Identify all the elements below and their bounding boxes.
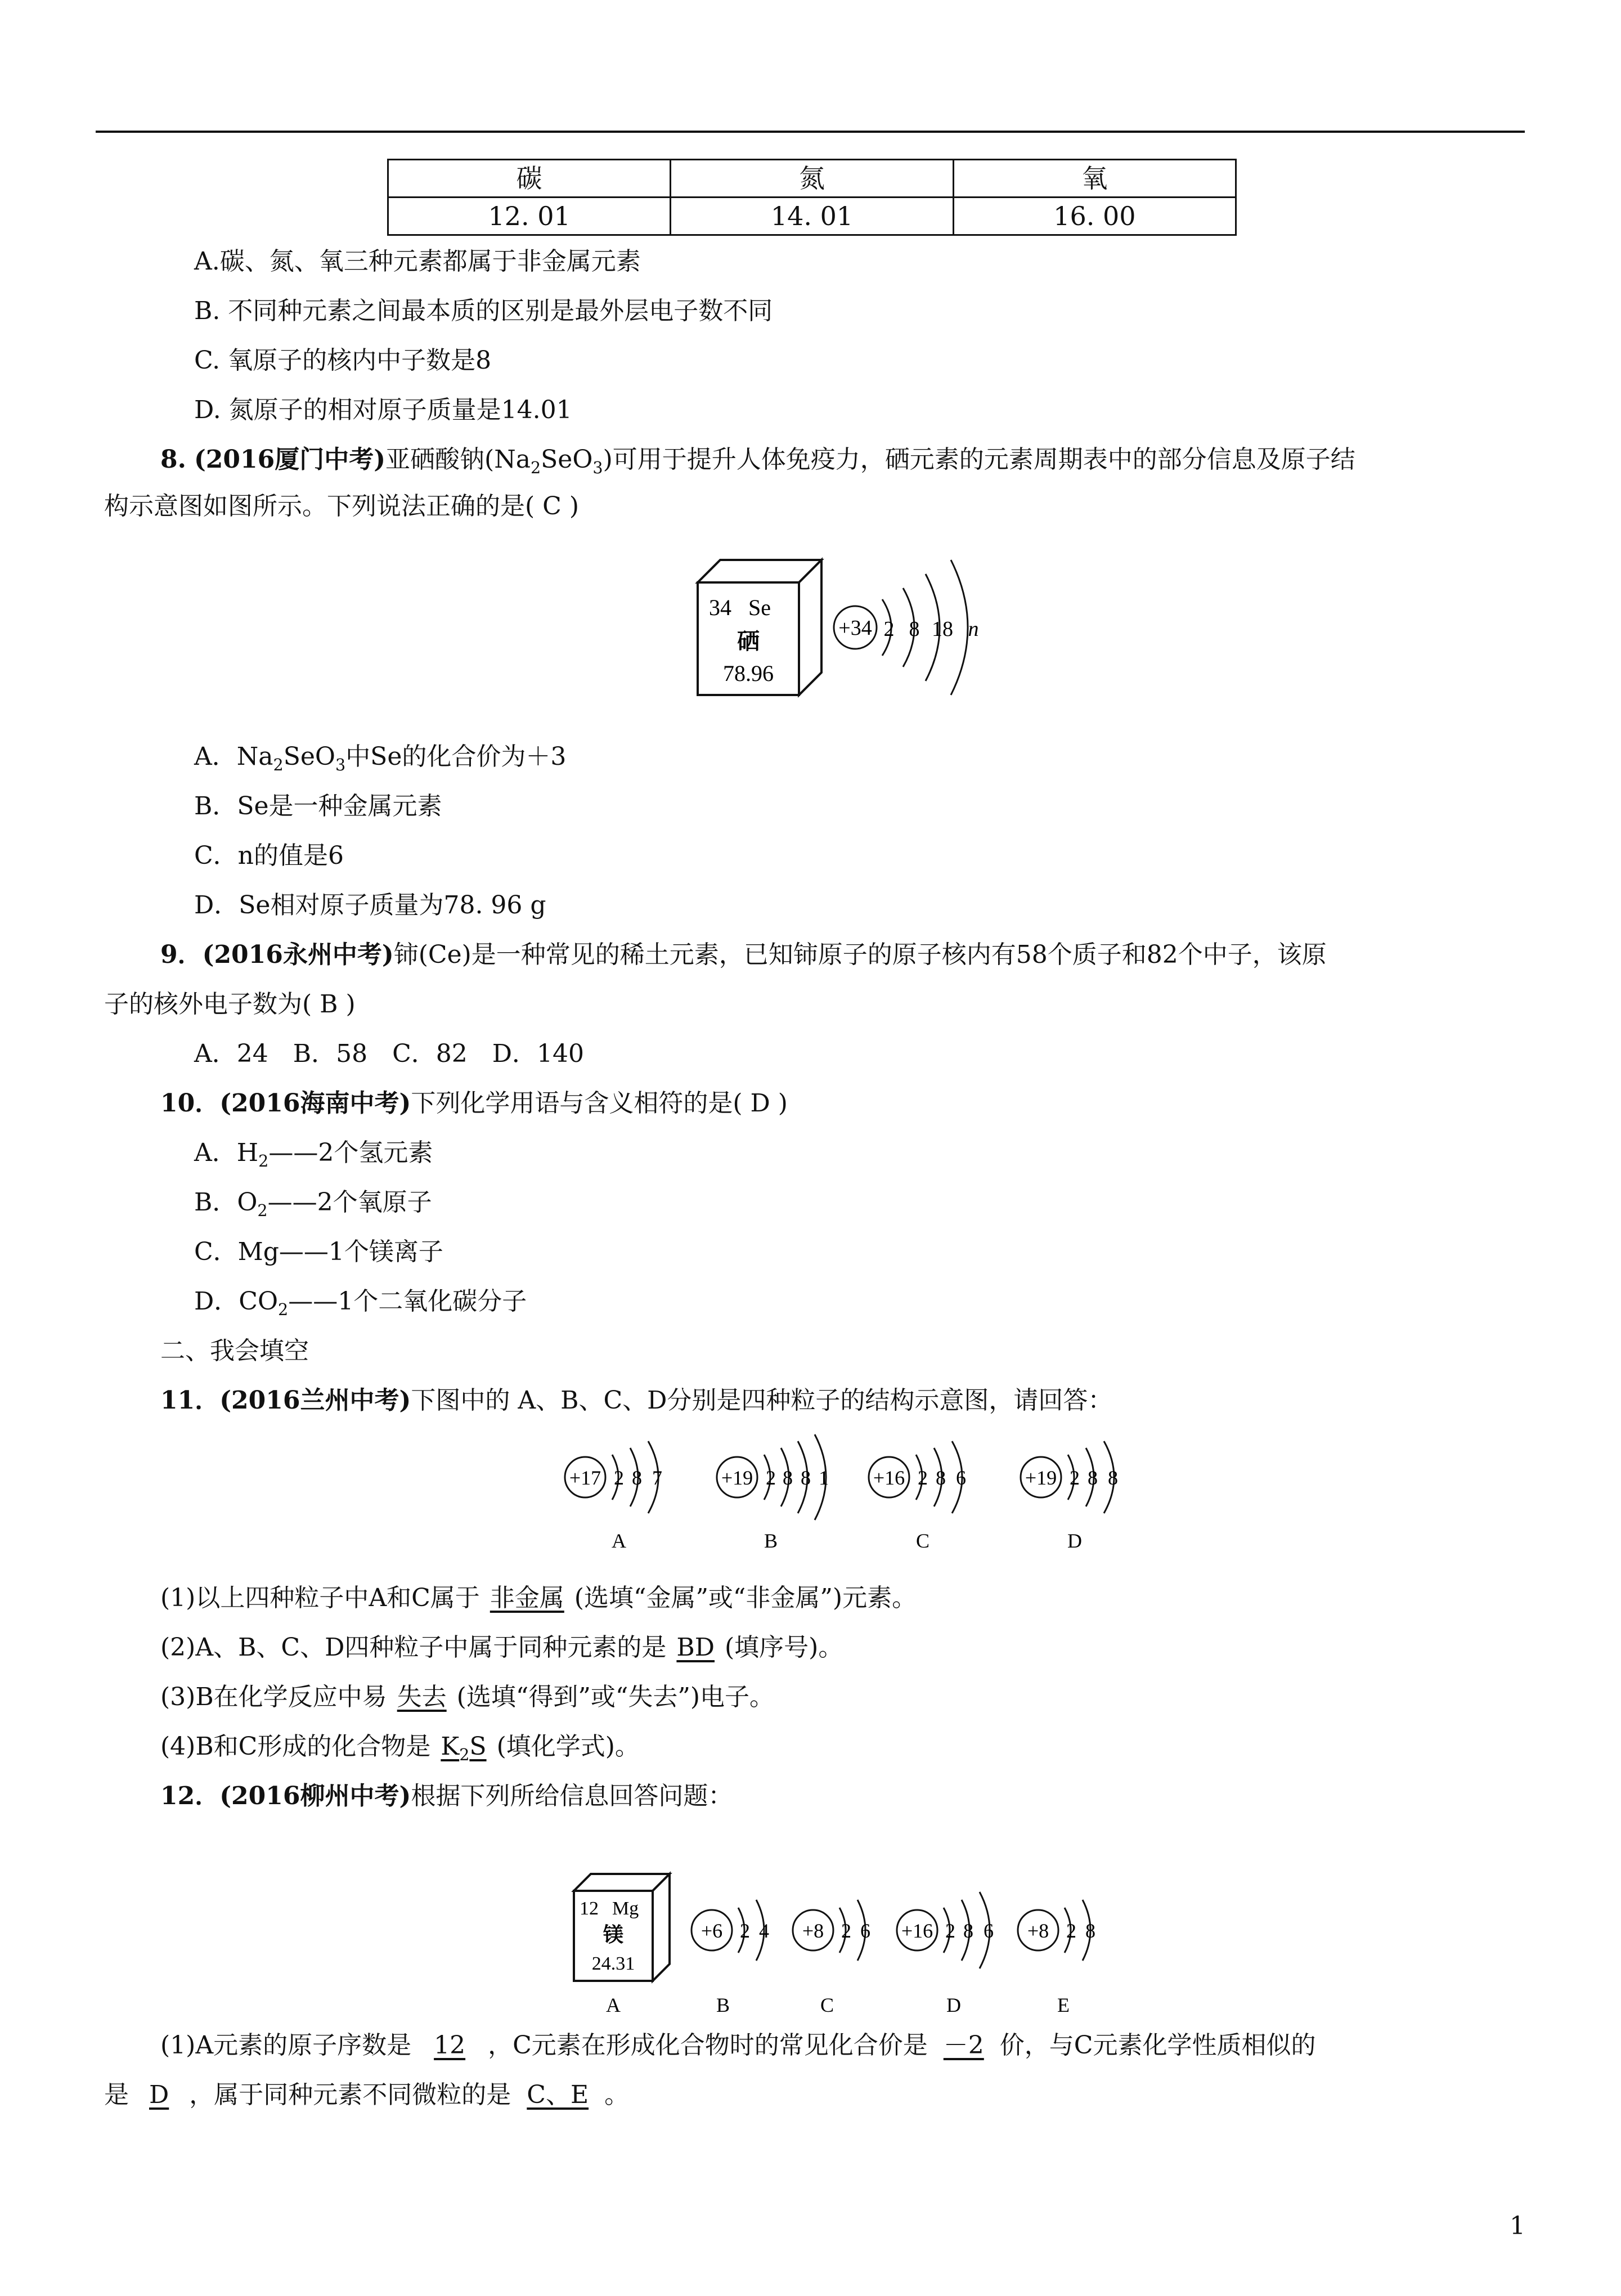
- question-source: (2016厦门中考): [194, 445, 386, 474]
- cell-symbol: Se: [748, 595, 771, 620]
- particle-diagram-c: [793, 1900, 870, 2016]
- nucleus-charge: +16: [873, 1467, 905, 1489]
- shell-electrons: 6: [956, 1467, 966, 1489]
- shell-electrons: 2: [918, 1467, 928, 1489]
- shell-electrons: 8: [1085, 1920, 1095, 1942]
- shell-electrons: 8: [783, 1467, 793, 1489]
- stem-text: ): [569, 492, 580, 521]
- subq-text: (3)B在化学反应中易: [160, 1683, 387, 1711]
- option-text: A．H: [194, 1138, 259, 1167]
- option-text: D．CO: [194, 1287, 279, 1316]
- option-text: ——2个氢元素: [268, 1138, 433, 1167]
- shell-electrons: 2: [945, 1920, 955, 1942]
- nucleus-charge: +17: [569, 1467, 601, 1489]
- cell-name: 镁: [603, 1923, 624, 1946]
- cell-number: 34: [709, 595, 731, 620]
- subq-text: (选填“金属”或“非金属”)元素。: [574, 1584, 917, 1612]
- shell-electrons: 1: [819, 1467, 829, 1489]
- subq-text: (1)以上四种粒子中A和C属于: [160, 1584, 480, 1612]
- particle-diagram-a: [565, 1441, 662, 1552]
- subq-text: (4)B和C形成的化合物是: [160, 1732, 431, 1761]
- q9-stem: [160, 938, 1327, 972]
- shell-electrons: 8: [909, 617, 920, 641]
- stem-text: 构示意图如图所示。下列说法正确的是(: [104, 492, 535, 521]
- particle-diagram-e: [1018, 1900, 1095, 2016]
- stem-text: 亚硒酸钠(Na: [385, 445, 531, 474]
- subq-text: ，属于同种元素不同微粒的是: [189, 2080, 511, 2109]
- table-row: [388, 160, 1236, 198]
- nucleus-charge: +8: [1027, 1920, 1049, 1942]
- q7-option-a: A.碳、氮、氧三种元素都属于非金属元素: [194, 247, 641, 276]
- table-row: [388, 198, 1236, 235]
- answer: D: [750, 1089, 770, 1118]
- section-heading: 二、我会填空: [160, 1337, 309, 1365]
- shell-electrons: 6: [860, 1920, 870, 1942]
- answer-blank: 12: [434, 2031, 466, 2060]
- particle-label: D: [1067, 1530, 1082, 1552]
- q10-option-b: B．$O_2——2$个氧原子: [194, 1188, 432, 1220]
- question-source: (2016柳州中考): [219, 1782, 411, 1810]
- q8-option-c: C．n的值是6: [194, 841, 344, 870]
- shell-electrons: 2: [766, 1467, 776, 1489]
- page-number: 1: [1510, 2212, 1525, 2240]
- selenium-figure: [686, 549, 1024, 729]
- nucleus-charge: +34: [838, 616, 872, 640]
- cell-symbol: Mg: [612, 1898, 639, 1919]
- particle-label: C: [915, 1530, 930, 1552]
- q9-options: A．24 B．58 C．82 D．140: [194, 1039, 584, 1068]
- q10-option-c: C．Mg——1个镁离子: [194, 1237, 443, 1266]
- answer-text: K: [441, 1732, 460, 1761]
- question-number: 12．: [160, 1782, 220, 1810]
- q7-option-d: D. 氮原子的相对原子质量是14.01: [194, 396, 572, 424]
- shell-electrons: 2: [614, 1467, 624, 1489]
- particle-label: A: [612, 1530, 626, 1552]
- shell-electrons: 2: [841, 1920, 851, 1942]
- shell-electrons: 8: [1088, 1467, 1098, 1489]
- question-source: (2016兰州中考): [219, 1386, 411, 1415]
- stem-text: 铈(Ce)是一种常见的稀土元素，已知铈原子的原子核内有58个质子和82个中子，该原: [393, 940, 1327, 969]
- q11-sub1: [160, 1581, 917, 1615]
- q11-sub4: [160, 1730, 640, 1772]
- shell-electrons: n: [968, 617, 979, 641]
- question-number: 10．: [160, 1089, 220, 1118]
- particle-diagram-d: [897, 1892, 994, 2016]
- q8-option-b: B．Se是一种金属元素: [194, 792, 442, 820]
- shell-electrons: 4: [759, 1920, 769, 1942]
- particle-label: B: [716, 1994, 730, 2016]
- particle-diagram-c: [869, 1441, 966, 1552]
- option-text: ——1个二氧化碳分子: [288, 1287, 527, 1316]
- particle-diagram-d: [1021, 1441, 1118, 1552]
- shell-electrons: 2: [1070, 1467, 1080, 1489]
- q8-option-a: A．$Na_2SeO_3$中Se的化合价为＋3: [194, 742, 567, 774]
- cell-name: 硒: [737, 629, 760, 654]
- question-source: (2016海南中考): [219, 1089, 411, 1118]
- stem-text: 子的核外电子数为(: [104, 990, 312, 1019]
- question-number: 8.: [160, 445, 186, 474]
- answer-blank: －2: [943, 2031, 984, 2060]
- option-text: A．Na: [194, 742, 273, 771]
- answer-text: S: [469, 1732, 487, 1761]
- shell-electrons: 8: [1108, 1467, 1118, 1489]
- particle-label: D: [946, 1994, 961, 2016]
- nucleus-charge: +6: [701, 1920, 723, 1942]
- stem-text: )可用于提升人体免疫力，硒元素的元素周期表中的部分信息及原子结: [603, 445, 1355, 474]
- table-cell: 氮: [671, 160, 953, 198]
- shell-electrons: 6: [984, 1920, 994, 1942]
- option-text: SeO: [283, 742, 335, 771]
- cell-number: 12: [580, 1898, 599, 1919]
- particle-label: A: [606, 1994, 621, 2016]
- nucleus-charge: +19: [721, 1467, 753, 1489]
- subq-text: (填化学式)。: [496, 1732, 640, 1761]
- answer: C: [542, 492, 562, 521]
- q8-option-d: D．Se相对原子质量为78. 96 g: [194, 891, 546, 920]
- answer-blank: $K_2S$: [441, 1732, 487, 1764]
- table-cell: 16. 00: [953, 198, 1236, 235]
- q11-particle-diagrams: [557, 1432, 1148, 1567]
- subq-text: 价，与C元素化学性质相似的: [999, 2031, 1316, 2060]
- nucleus-charge: +8: [802, 1920, 824, 1942]
- atom-diagram: [834, 560, 979, 695]
- answer-blank: 失去: [397, 1683, 447, 1711]
- shell-electrons: 7: [652, 1467, 662, 1489]
- question-number: 11．: [160, 1386, 220, 1415]
- shell-electrons: 8: [963, 1920, 973, 1942]
- option-text: B．O: [194, 1188, 258, 1217]
- particle-diagram-b: [717, 1434, 829, 1552]
- shell-electrons: 18: [932, 617, 953, 641]
- stem-text: 根据下列所给信息回答问题：: [411, 1782, 733, 1810]
- q11-sub2: [160, 1631, 843, 1665]
- table-cell: 14. 01: [671, 198, 953, 235]
- particle-label: B: [764, 1530, 778, 1552]
- q9-stem-line2: [104, 988, 356, 1021]
- cell-mass: 24.31: [591, 1953, 635, 1974]
- subq-text: (选填“得到”或“失去”)电子。: [456, 1683, 774, 1711]
- table-cell: 氧: [953, 160, 1236, 198]
- shell-electrons: 2: [883, 617, 895, 641]
- answer-blank: BD: [676, 1633, 715, 1662]
- answer: B: [320, 990, 338, 1019]
- answer-blank: D: [149, 2080, 169, 2109]
- question-source: (2016永州中考): [202, 940, 394, 969]
- subq-text: 是: [104, 2080, 129, 2109]
- subq-text: (1)A元素的原子序数是: [160, 2031, 412, 2060]
- nucleus-charge: +16: [901, 1920, 933, 1942]
- particle-diagram-b: [691, 1900, 769, 2016]
- stem-text: ): [778, 1089, 788, 1118]
- answer-blank: 非金属: [490, 1584, 564, 1612]
- electron-shell-arc: [951, 560, 968, 695]
- stem-text: 下图中的 A、B、C、D分别是四种粒子的结构示意图，请回答：: [411, 1386, 1113, 1415]
- shell-electrons: 2: [740, 1920, 750, 1942]
- q10-option-a: A．$H_2——2$个氢元素: [194, 1138, 433, 1171]
- header-rule: [96, 131, 1525, 133]
- subq-text: (2)A、B、C、D四种粒子中属于同种元素的是: [160, 1633, 667, 1662]
- question-number: 9．: [160, 940, 203, 969]
- table-cell: 碳: [388, 160, 671, 198]
- q8-stem: 8. (2016厦门中考)亚硒酸钠$(Na_2SeO_3)$可用于提升人体免疫力，硒元素的元素周期表中的部分信息及原子结: [160, 445, 1355, 477]
- answer-blank: C、E: [527, 2080, 589, 2109]
- q12-sub1: [160, 2029, 1315, 2062]
- q10-option-d: D．$CO_2——1$个二氧化碳分子: [194, 1287, 527, 1319]
- subq-text: 。: [604, 2080, 630, 2109]
- nucleus-charge: +19: [1025, 1467, 1057, 1489]
- table-cell: 12. 01: [388, 198, 671, 235]
- shell-electrons: 8: [632, 1467, 642, 1489]
- q11-sub3: [160, 1680, 774, 1714]
- subq-text: (填序号)。: [725, 1633, 843, 1662]
- q10-stem: [160, 1087, 788, 1120]
- q7-option-c: C. 氧原子的核内中子数是8: [194, 346, 492, 375]
- subq-text: ，C元素在形成化合物时的常见化合价是: [488, 2031, 928, 2060]
- cell-mass: 78.96: [723, 661, 774, 686]
- particle-label: C: [820, 1994, 834, 2016]
- shell-electrons: 8: [936, 1467, 946, 1489]
- stem-text: ): [345, 990, 356, 1019]
- option-text: 中Se的化合价为＋3: [345, 742, 567, 771]
- q11-stem: [160, 1384, 1112, 1418]
- q12-figure: [563, 1868, 1153, 2020]
- stem-text: 下列化学用语与含义相符的是(: [411, 1089, 743, 1118]
- q12-stem: [160, 1779, 733, 1813]
- shell-electrons: 8: [801, 1467, 811, 1489]
- q7-option-b: B. 不同种元素之间最本质的区别是最外层电子数不同: [194, 297, 773, 325]
- shell-electrons: 2: [1066, 1920, 1076, 1942]
- particle-label: E: [1057, 1994, 1070, 2016]
- option-text: ——2个氧原子: [267, 1188, 432, 1217]
- atomic-mass-table: [387, 159, 1237, 236]
- stem-text: SeO: [541, 445, 593, 474]
- q8-stem-line2: [104, 490, 579, 523]
- q12-sub1-line2: [104, 2078, 629, 2112]
